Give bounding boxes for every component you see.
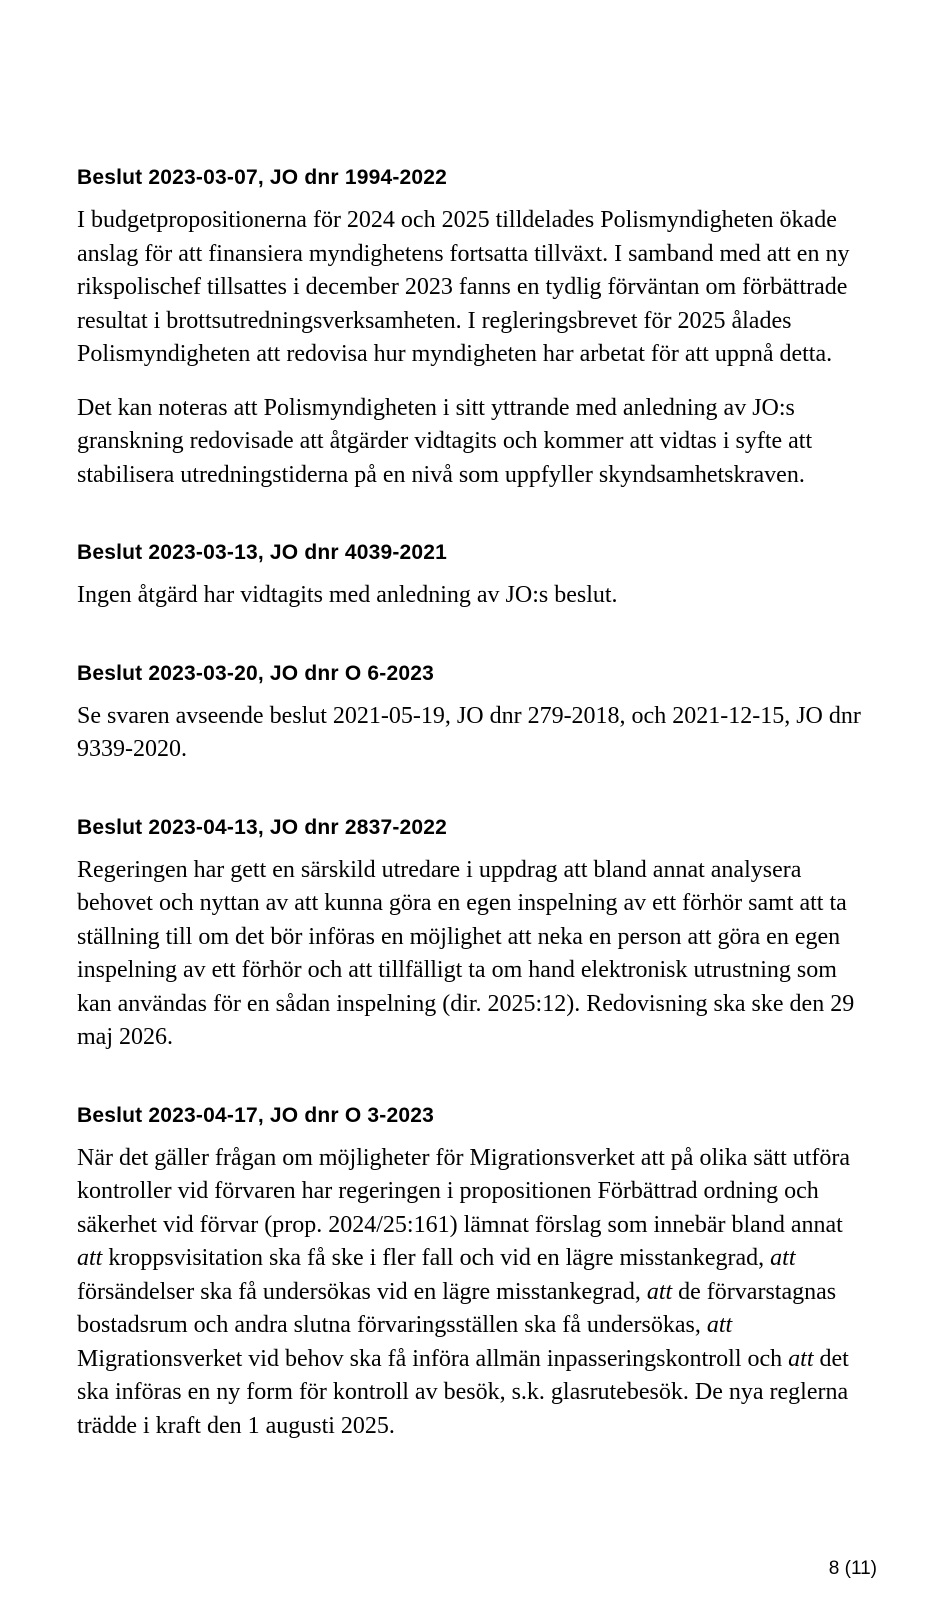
text-run: försändelser ska få undersökas vid en lägre misstankegrad, [77,1278,647,1305]
text-run: När det gäller frågan om möjligheter för Migrationsverket att på olika sätt utföra kontroller vid förvaren har regeringen i propositionen Förbättrad ordning och säkerhet vid förvar (prop. 2024/25:161) lämnat förslag som innebär bland annat [77,1144,851,1238]
decision-section-5 [77,1103,873,1444]
decision-heading: Beslut 2023-03-20, JO dnr O 6-2023 [77,661,434,685]
text-run: kroppsvisitation ska få ske i fler fall och vid en lägre misstankegrad, [102,1245,771,1271]
text-run-italic: att [788,1345,814,1372]
paragraph: Regeringen har gett en särskild utredare i uppdrag att bland annat analysera behovet och nyttan av att kunna göra en egen inspelning av ett förhör samt att ta ställning till om det bör införas en möjlighet att neka en person att göra en egen inspelning av ett förhör och att tillfälligt ta om hand elektronisk utrustning som kan användas för en sådan inspelning (dir. 2025:12). Redovisning ska ske den 29 maj 2026. [77,856,855,1050]
text-run: det ska införas en ny form för kontroll av besök, s.k. glasrutebesök. De nya reglerna trädde i kraft den 1 augusti 2025. [77,1345,849,1439]
decision-heading: Beslut 2023-03-13, JO dnr 4039-2021 [77,541,448,564]
page-number: 8 (11) [828,1558,877,1579]
decision-section-4 [77,815,873,1055]
decision-section-1 [77,165,873,492]
paragraph: Ingen åtgärd har vidtagits med anledning av JO:s beslut. [77,582,618,608]
decision-section-2 [77,540,873,613]
decision-heading: Beslut 2023-04-13, JO dnr 2837-2022 [77,815,448,839]
text-run-italic: att [770,1245,796,1271]
text-run-italic: att [77,1245,103,1271]
text-run-italic: att [646,1278,673,1305]
decision-section-3 [77,661,873,767]
paragraph: I budgetpropositionerna för 2024 och 2025 tilldelades Polismyndigheten ökade anslag för att finansiera myndighetens fortsatta tillväxt. I samband med att en ny rikspolischef tillsattes i december 2023 fanns en tydlig förväntan om förbättrade resultat i brottsutredningsverksamheten. I regleringsbrevet för 2025 ålades Polismyndigheten att redovisa hur myndigheten har arbetat för att uppnå detta. [77,207,850,367]
text-run: Migrationsverket vid behov ska få införa allmän inpasseringskontroll och [77,1345,789,1372]
document-content [77,165,873,1463]
decision-heading: Beslut 2023-03-07, JO dnr 1994-2022 [77,166,448,189]
decision-heading: Beslut 2023-04-17, JO dnr O 3-2023 [77,1103,434,1127]
text-run-italic: att [706,1312,733,1338]
text-run: de förvarstagnas bostadsrum och andra slutna förvaringsställen ska få undersökas, [77,1278,837,1338]
paragraph: Det kan noteras att Polismyndigheten i sitt yttrande med anledning av JO:s granskning redovisade att åtgärder vidtagits och kommer att vidtas i syfte att stabilisera utredningstiderna på en nivå som uppfyller skyndsamhetskraven. [77,394,813,488]
paragraph [77,1142,873,1444]
paragraph: Se svaren avseende beslut 2021-05-19, JO dnr 279-2018, och 2021-12-15, JO dnr 9339-2020. [77,702,861,762]
